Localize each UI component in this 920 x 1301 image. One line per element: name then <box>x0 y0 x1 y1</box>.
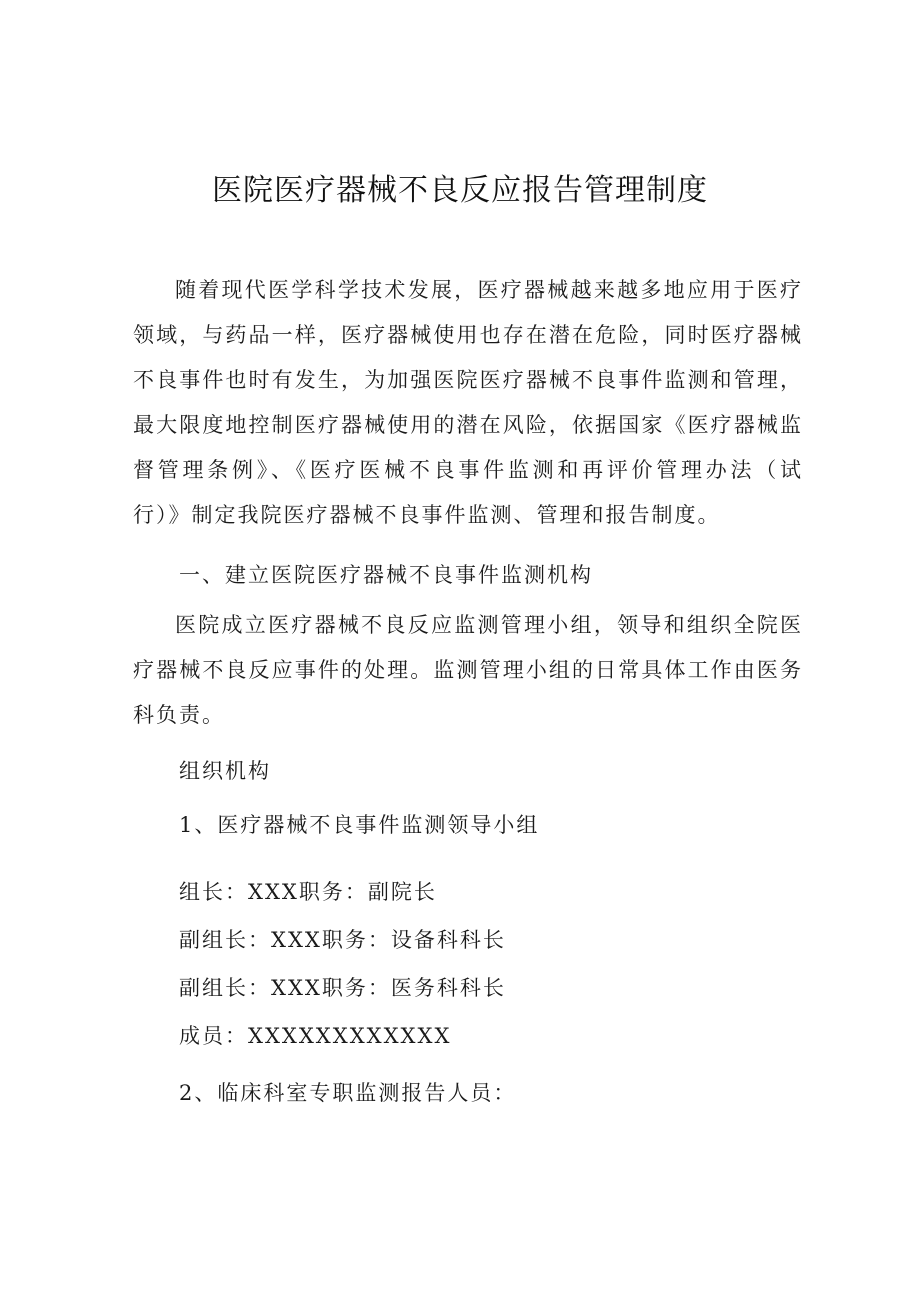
member-deputy-2: 副组长：XXX职务：医务科科长 <box>179 976 506 1000</box>
document-title: 医院医疗器械不良反应报告管理制度 <box>212 173 708 208</box>
section1-body: 医院成立医疗器械不良反应监测管理小组，领导和组织全院医疗器械不良反应事件的处理。监测管理小组的日常具体工作由医务科负责。 <box>133 613 803 727</box>
section1-heading: 一、建立医院医疗器械不良事件监测机构 <box>179 563 593 587</box>
group2-heading: 2、临床科室专职监测报告人员： <box>179 1081 517 1105</box>
intro-paragraph: 随着现代医学科学技术发展，医疗器械越来越多地应用于医疗领域，与药品一样，医疗器械使用也存在潜在危险，同时医疗器械不良事件也时有发生，为加强医院医疗器械不良事件监测和管理，最大限度地控制医疗器械使用的潜在风险，依据国家《医疗器械监督管理条例》、《医疗医械不良事件监测和再评价管理办法（试行）》制定我院医疗器械不良事件监测、管理和报告制度。 <box>133 278 803 527</box>
member-leader: 组长：XXX职务：副院长 <box>179 880 437 904</box>
member-staff: 成员：XXXXXXXXXXXX <box>179 1024 452 1048</box>
group1-heading: 1、医疗器械不良事件监测领导小组 <box>179 813 540 837</box>
member-deputy-1: 副组长：XXX职务：设备科科长 <box>179 928 506 952</box>
org-heading: 组织机构 <box>179 759 271 783</box>
